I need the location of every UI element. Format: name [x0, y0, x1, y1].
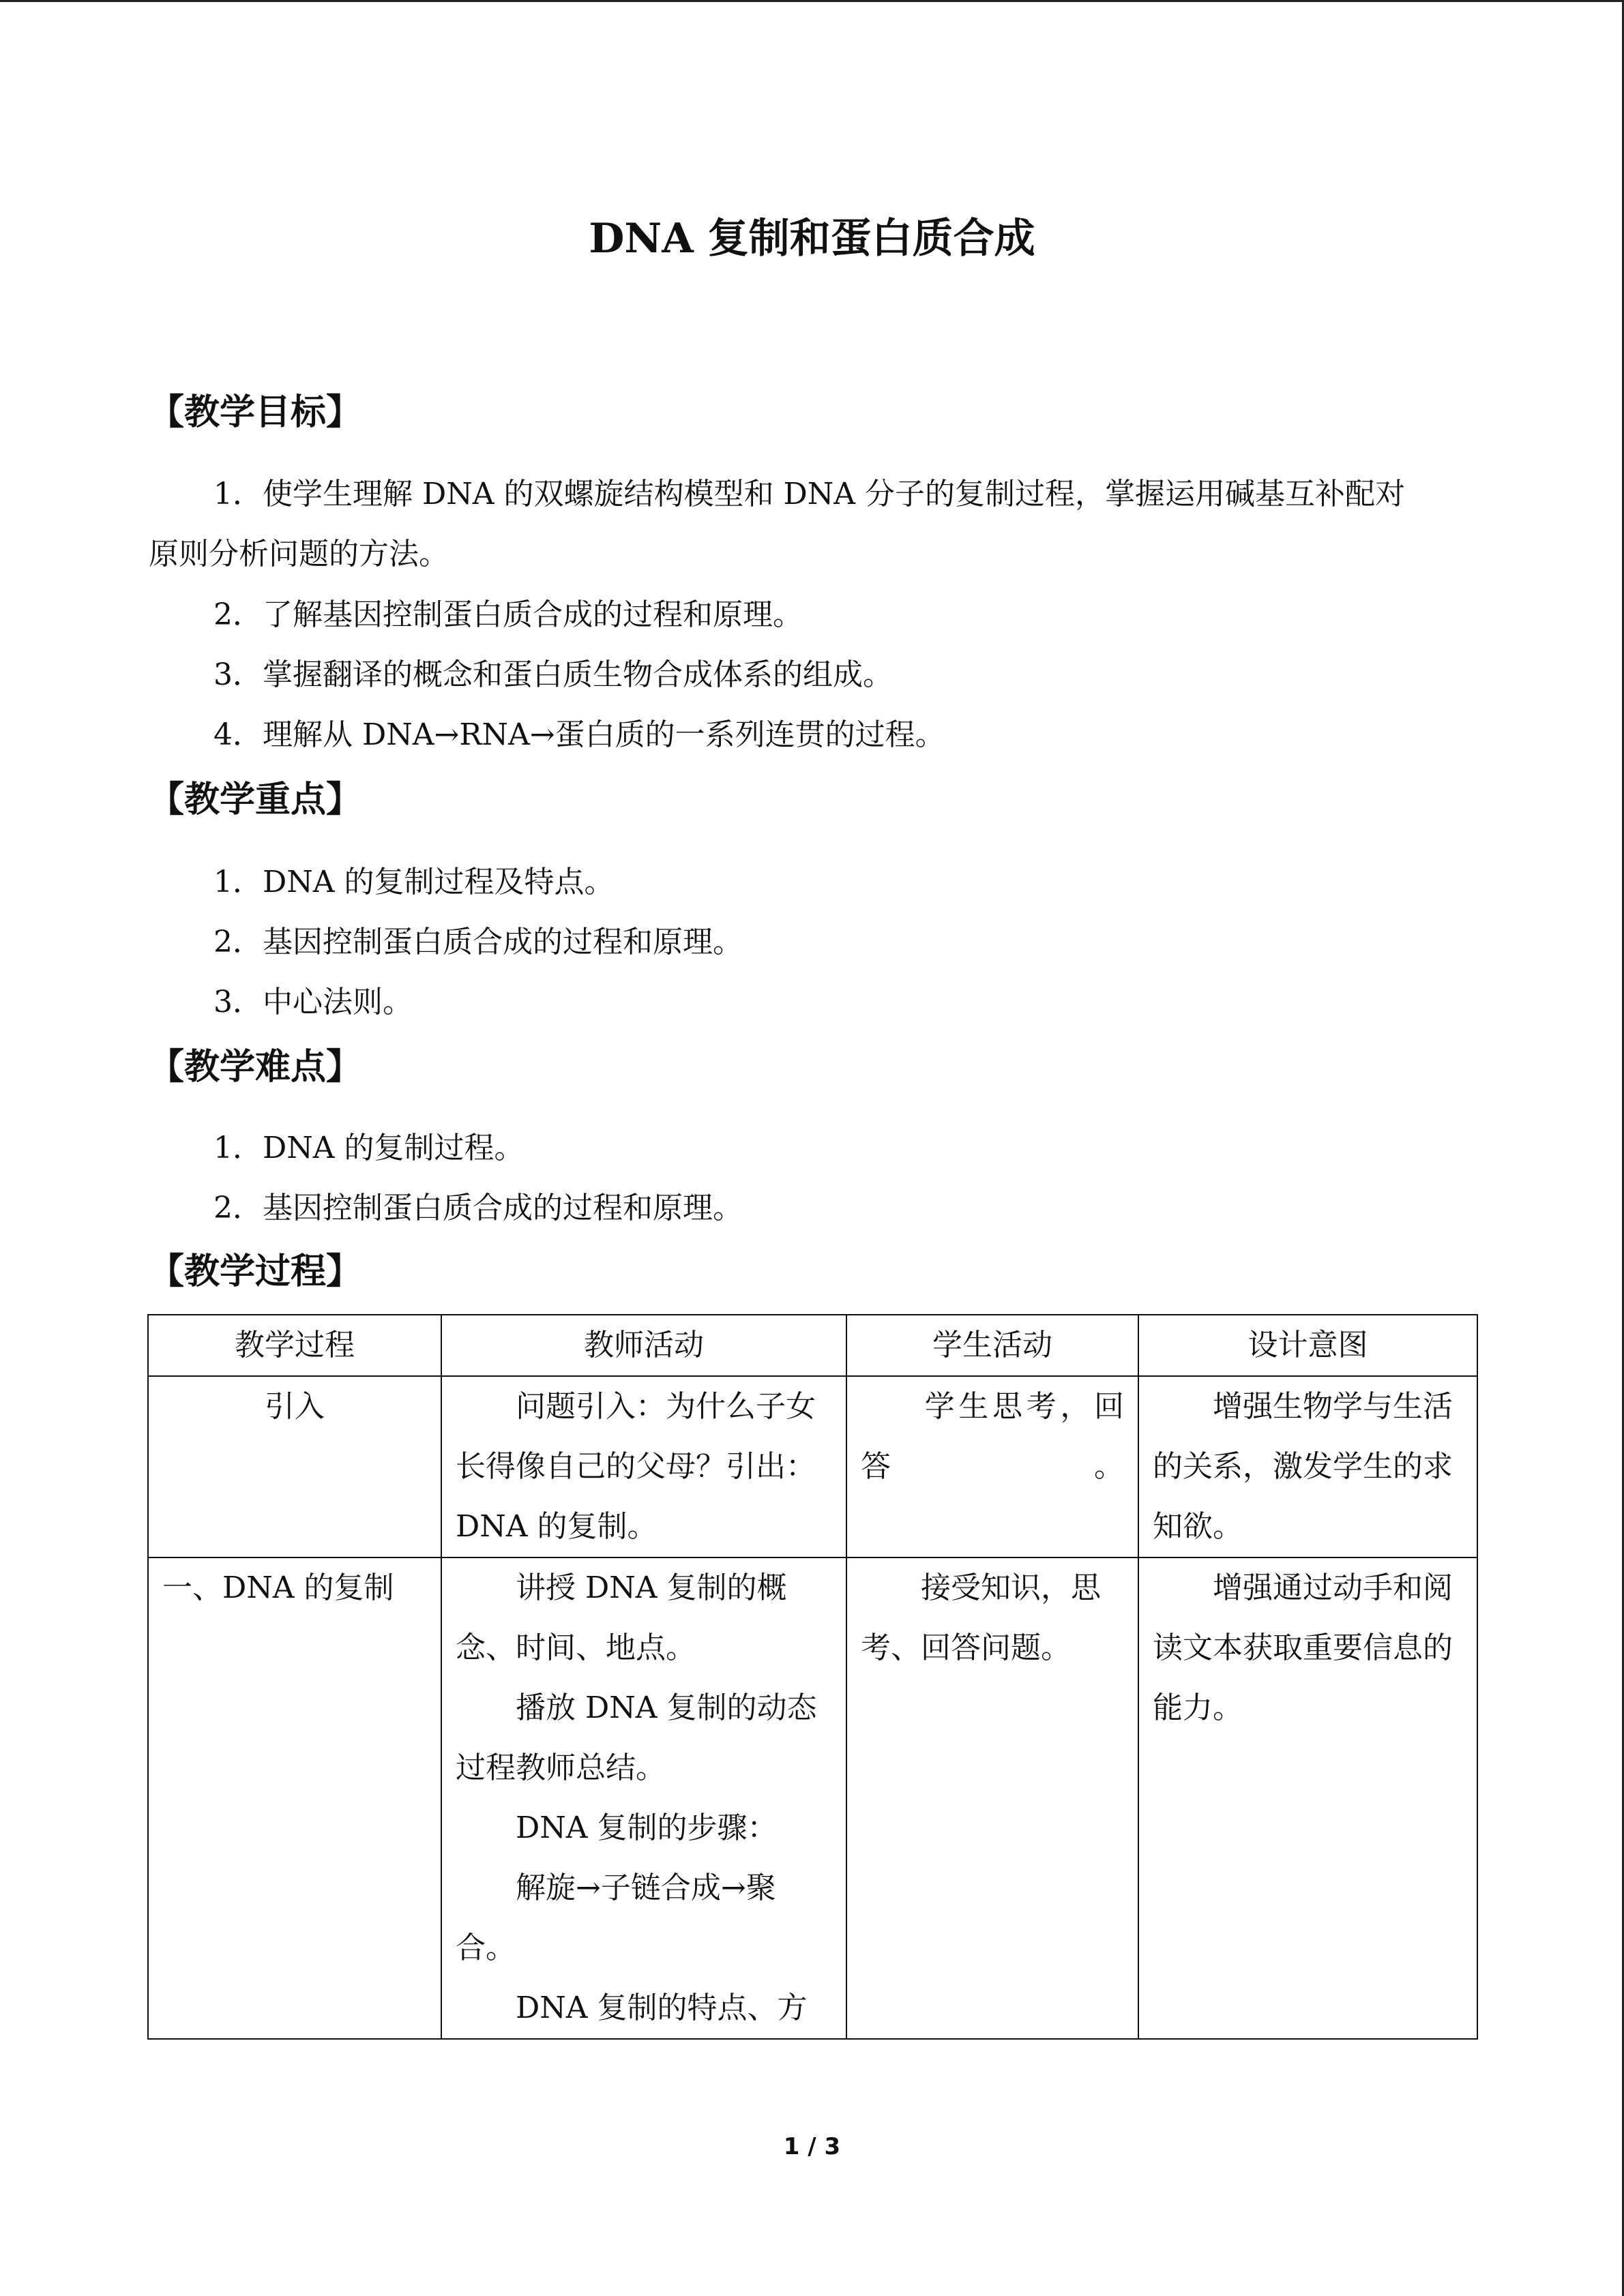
objective-item-1-line-1: 1．使学生理解 DNA 的双螺旋结构模型和 DNA 分子的复制过程，掌握运用碱基互补配对 — [213, 477, 1406, 511]
document-title: DNA 复制和蛋白质合成 — [589, 215, 1035, 263]
objective-item-2: 2．了解基因控制蛋白质合成的过程和原理。 — [213, 597, 803, 632]
column-header-stage: 教学过程 — [148, 1315, 441, 1376]
column-header-teacher: 教师活动 — [441, 1315, 846, 1376]
key-point-item-1: 1．DNA 的复制过程及特点。 — [213, 865, 615, 899]
row-2-stage: 一、DNA 的复制 — [148, 1557, 441, 2039]
difficulty-item-1: 1．DNA 的复制过程。 — [213, 1131, 525, 1165]
key-point-item-3: 3．中心法则。 — [213, 985, 413, 1019]
row-2-teacher-p1: 讲授 DNA 复制的概念、时间、地点。 — [456, 1570, 787, 1665]
objective-item-1 — [149, 464, 1479, 584]
table-row — [148, 1376, 1477, 1557]
objective-item-4: 4．理解从 DNA→RNA→蛋白质的一系列连贯的过程。 — [213, 717, 945, 752]
process-table — [147, 1314, 1478, 2040]
page-border-top — [0, 0, 1624, 2]
row-2-intent-text: 增强通过动手和阅读文本获取重要信息的能力。 — [1153, 1570, 1453, 1725]
row-2-intent — [1138, 1557, 1477, 2039]
row-1-teacher-text: 问题引入：为什么子女长得像自己的父母？引出：DNA 的复制。 — [456, 1389, 816, 1544]
table-header-row — [148, 1315, 1477, 1376]
column-header-student: 学生活动 — [846, 1315, 1138, 1376]
row-2-student-text: 接受知识，思考、回答问题。 — [861, 1570, 1101, 1665]
row-1-intent — [1138, 1376, 1477, 1557]
row-1-stage: 引入 — [148, 1376, 441, 1557]
objectives-heading: 【教学目标】 — [149, 391, 362, 433]
key-points-heading: 【教学重点】 — [149, 779, 362, 820]
row-2-teacher-p5: DNA 复制的特点、方 — [516, 1991, 808, 2025]
page-number: 1 / 3 — [783, 2133, 841, 2160]
difficulties-heading: 【教学难点】 — [149, 1046, 362, 1088]
row-1-student-text: 学生思考，回答。 — [861, 1389, 1124, 1484]
column-header-intent: 设计意图 — [1138, 1315, 1477, 1376]
row-2-teacher-p3: DNA 复制的步骤： — [516, 1810, 778, 1845]
row-1-teacher — [441, 1376, 846, 1557]
row-2-teacher-p2: 播放 DNA 复制的动态过程教师总结。 — [456, 1690, 817, 1785]
difficulty-item-2: 2．基因控制蛋白质合成的过程和原理。 — [213, 1191, 743, 1225]
row-2-teacher-p4: 解旋→子链合成→聚合。 — [456, 1870, 776, 1965]
key-point-item-2: 2．基因控制蛋白质合成的过程和原理。 — [213, 925, 743, 959]
row-2-teacher — [441, 1557, 846, 2039]
objective-item-1-line-2: 原则分析问题的方法。 — [149, 537, 449, 571]
row-2-student — [846, 1557, 1138, 2039]
table-row — [148, 1557, 1477, 2039]
row-1-intent-text: 增强生物学与生活的关系，激发学生的求知欲。 — [1153, 1389, 1453, 1544]
process-heading: 【教学过程】 — [149, 1251, 362, 1292]
row-1-student — [846, 1376, 1138, 1557]
objective-item-3: 3．掌握翻译的概念和蛋白质生物合成体系的组成。 — [213, 657, 893, 692]
